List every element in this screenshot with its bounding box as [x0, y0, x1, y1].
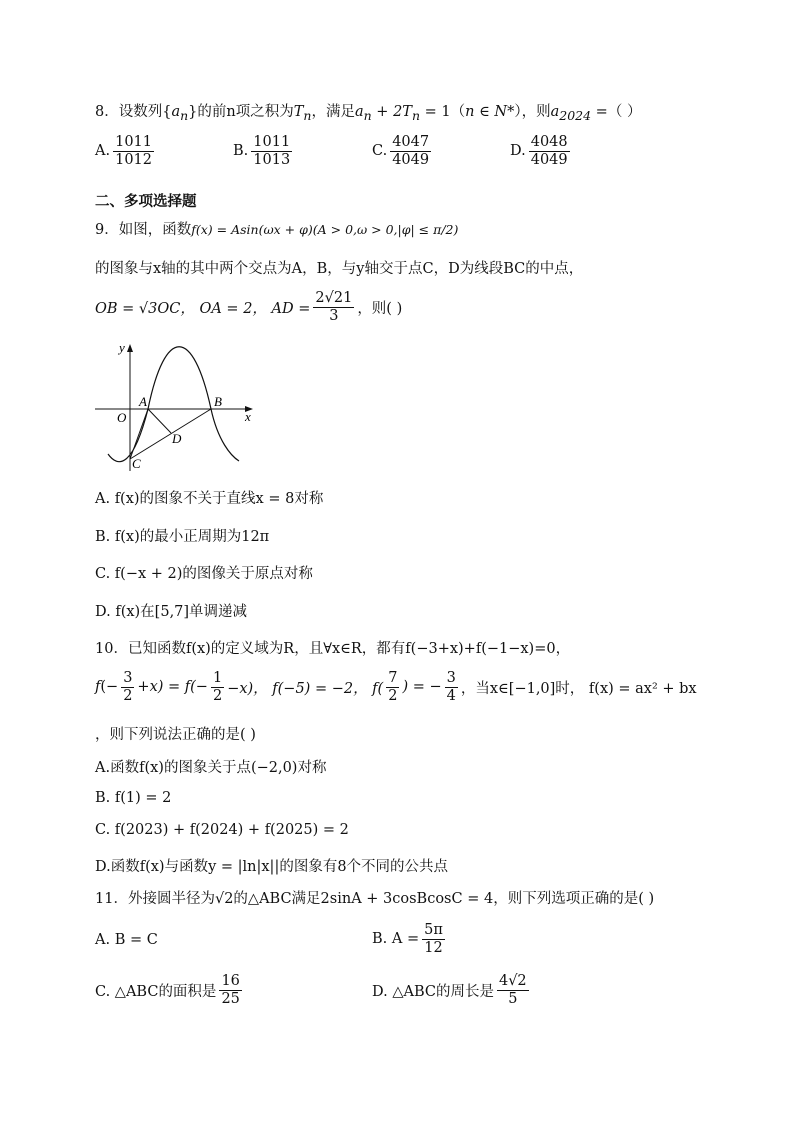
- q11-option-a[interactable]: A. B = C: [95, 932, 158, 948]
- label-x: x: [245, 409, 251, 424]
- section-heading: 二、多项选择题: [95, 194, 197, 210]
- q10-option-a[interactable]: A.函数f(x)的图象关于点(−2,0)对称: [95, 760, 327, 776]
- q9-option-c[interactable]: C. f(−x + 2)的图像关于原点对称: [95, 566, 313, 582]
- q8-stem: 8．设数列$\{a_n\}$的前n项之积为$T_n$，满足$a_n + 2T_n = 1(n$ ∈ N*），则$a_{2024}$ =（ ）: [95, 104, 642, 123]
- q9-stem-line3: OB = √3OC， OA = 2， AD = $\frac{2√21}{3}$ ，则( ): [95, 290, 403, 324]
- q9-option-d[interactable]: D. f(x)在[5,7]单调递减: [95, 604, 248, 620]
- label-d: D: [172, 431, 182, 446]
- segment-ca: [130, 409, 148, 459]
- label-o: O: [117, 410, 127, 425]
- q8-option-a[interactable]: A. $\frac{1011}{1012}$: [95, 134, 152, 168]
- q9-stem-line1: 9．如图，函数f(x) = Asin(ωx + φ)(A > 0,ω > 0,|φ| ≤ π/2): [95, 222, 459, 238]
- q11-option-b[interactable]: B. A = $\frac{5\pi}{12}$: [372, 922, 443, 956]
- q9-stem-line2: 的图象与x轴的其中两个交点为A，B，与y轴交于点C，D为线段BC的中点，: [95, 261, 584, 277]
- q10-option-b[interactable]: B. f(1) = 2: [95, 790, 172, 806]
- q9-graph-figure: [93, 336, 263, 476]
- label-c: C: [132, 456, 141, 471]
- q10-stem-line1: 10．已知函数f(x)的定义域为R，且∀x∈R，都有f(−3+x)+f(−1−x)=0，: [95, 641, 571, 657]
- label-b: B: [214, 394, 222, 409]
- q11-option-d[interactable]: D. △ABC的周长是 $\frac{4√2}{5}$: [372, 973, 527, 1007]
- q9-option-b[interactable]: B. f(x)的最小正周期为12π: [95, 529, 270, 545]
- segment-ad: [148, 409, 171, 433]
- q10-stem-line3: ，则下列说法正确的是( ): [95, 727, 256, 743]
- q10-option-c[interactable]: C. f(2023) + f(2024) + f(2025) = 2: [95, 822, 349, 838]
- q8-option-d[interactable]: D. $\frac{4048}{4049}$: [510, 134, 568, 168]
- q10-option-d[interactable]: D.函数f(x)与函数y = |ln|x||的图象有8个不同的公共点: [95, 859, 449, 875]
- q11-stem: 11．外接圆半径为√2的△ABC满足2sinA + 3cosBcosC = 4，则下列选项正确的是( ): [95, 891, 655, 907]
- q10-stem-line2: f (− $\frac{3}{2}$ +x) = f(− $\frac{1}{2}$ −x)， f(−5) = −2， f( $\frac{7}{2}$ ) = − $\frac{3}{4}$ ，当x∈[−1,0]时， f(x) = ax² + bx: [95, 670, 697, 704]
- y-axis-arrow: [127, 344, 133, 352]
- q11-option-c[interactable]: C. △ABC的面积是 $\frac{16}{25}$: [95, 973, 240, 1007]
- label-y: y: [119, 340, 125, 355]
- q8-option-c[interactable]: C. $\frac{4047}{4049}$: [372, 134, 430, 168]
- label-a: A: [139, 394, 147, 409]
- q8-option-b[interactable]: B. $\frac{1011}{1013}$: [233, 134, 291, 168]
- q9-option-a[interactable]: A. f(x)的图象不关于直线x = 8对称: [95, 491, 324, 507]
- segment-cb: [130, 409, 211, 459]
